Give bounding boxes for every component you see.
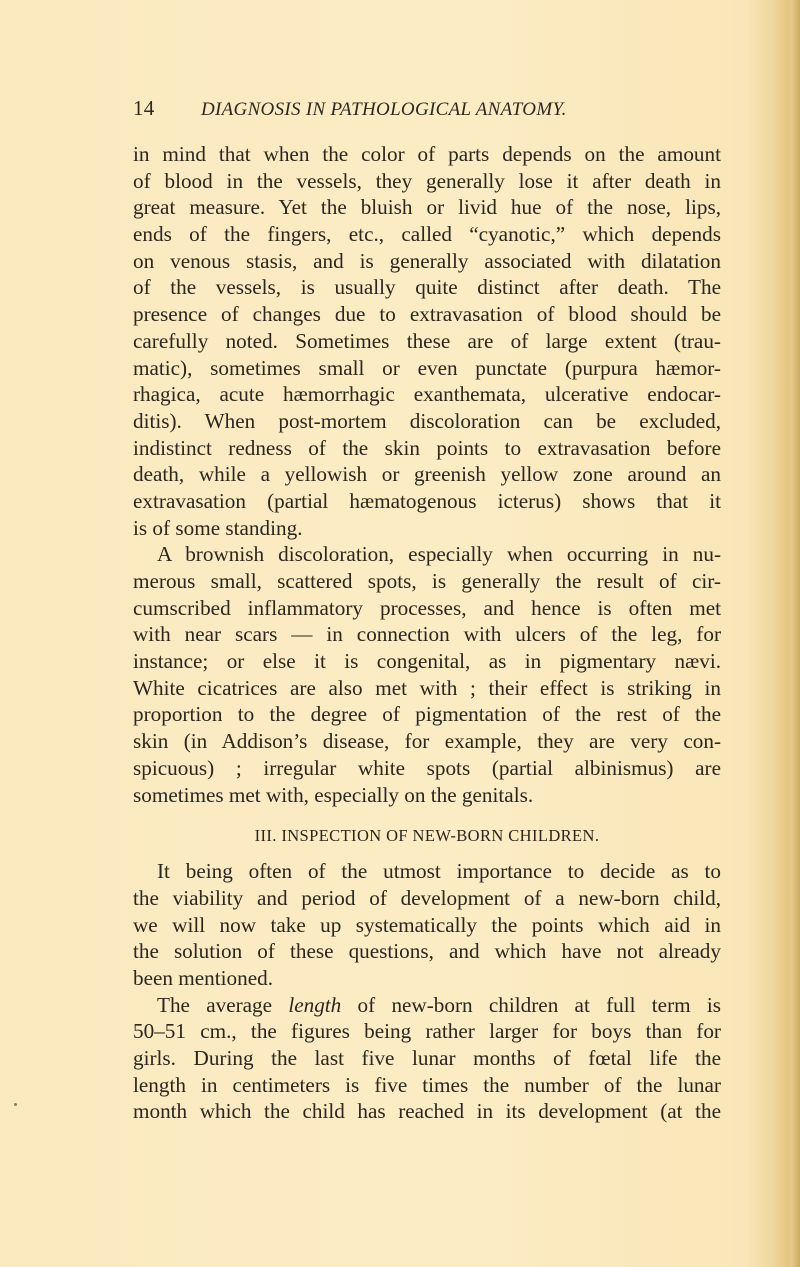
text-line: girls. During the last five lunar months of fœtal life the xyxy=(133,1046,721,1070)
running-title: DIAGNOSIS IN PATHOLOGICAL ANATOMY. xyxy=(201,99,567,120)
text-line: rhagica, acute hæmorrhagic exanthemata, ulcerative endocar- xyxy=(133,382,721,407)
text-line: is of some standing. xyxy=(133,515,303,540)
text-line xyxy=(133,992,721,1019)
text-line: 50–51 cm., the figures being rather larger for boys than for xyxy=(133,1019,721,1044)
text-line: the solution of these questions, and which have not already xyxy=(133,939,721,964)
running-header xyxy=(133,96,723,121)
text-line: instance; or else it is congenital, as in pigmentary nævi. xyxy=(133,649,721,674)
text-line: length in centimeters is five times the number of the lunar xyxy=(133,1072,721,1097)
text-line: sometimes met with, especially on the genitals. xyxy=(133,782,534,807)
paper-speck xyxy=(14,1103,17,1106)
emphasized-term: length xyxy=(288,992,342,1017)
text-line: we will now take up systematically the points which aid in xyxy=(133,912,721,937)
text-line: been mentioned. xyxy=(133,965,274,990)
text-line: skin (in Addison’s disease, for example, they are very con- xyxy=(133,729,721,754)
paragraph-viability xyxy=(133,858,721,991)
text-line: It being often of the utmost importance to decide as to xyxy=(157,859,721,884)
page-number: 14 xyxy=(133,96,155,120)
text-run: of new-born children at full term is xyxy=(341,992,721,1017)
text-line: great measure. Yet the bluish or livid hue of the nose, lips, xyxy=(133,195,721,220)
page-binding-edge xyxy=(786,0,800,1267)
text-line: indistinct redness of the skin points to extravasation before xyxy=(133,435,721,460)
text-line: carefully noted. Sometimes these are of large extent (trau- xyxy=(133,328,721,353)
body-text xyxy=(133,141,721,1125)
text-line: cumscribed inflammatory processes, and hence is often met xyxy=(133,595,721,620)
text-line: extravasation (partial hæmatogenous icterus) shows that it xyxy=(133,488,721,513)
text-run: The average xyxy=(157,992,289,1017)
text-line: month which the child has reached in its development (at the xyxy=(133,1099,721,1124)
section-heading: III. INSPECTION OF NEW-BORN CHILDREN. xyxy=(254,826,600,846)
text-line: A brownish discoloration, especially when occurring in nu- xyxy=(157,542,721,567)
text-line: matic), sometimes small or even punctate (purpura hæmor- xyxy=(133,355,721,380)
text-line: death, while a yellowish or greenish yellow zone around an xyxy=(133,462,721,487)
text-line: proportion to the degree of pigmentation of the rest of the xyxy=(133,702,721,727)
text-line: of the vessels, is usually quite distinct after death. The xyxy=(133,275,721,300)
paragraph-discoloration xyxy=(133,541,721,808)
text-line: ends of the fingers, etc., called “cyanotic,” which depends xyxy=(133,222,721,247)
text-line: with near scars — in connection with ulcers of the leg, for xyxy=(133,622,721,647)
text-line: ditis). When post-mortem discoloration can be excluded, xyxy=(133,408,721,433)
text-line: of blood in the vessels, they generally lose it after death in xyxy=(133,168,721,193)
text-line: on venous stasis, and is generally associated with dilatation xyxy=(133,248,721,273)
paragraph-continuation xyxy=(133,141,721,541)
text-line: the viability and period of development of a new-born child, xyxy=(133,885,721,910)
paragraph-length xyxy=(133,992,721,1125)
text-line: White cicatrices are also met with ; their effect is striking in xyxy=(133,675,721,700)
text-line: spicuous) ; irregular white spots (partial albinismus) are xyxy=(133,755,721,780)
text-line: merous small, scattered spots, is generally the result of cir- xyxy=(133,569,721,593)
text-line: in mind that when the color of parts depends on the amount xyxy=(133,142,721,166)
text-line: presence of changes due to extravasation of blood should be xyxy=(133,302,721,327)
